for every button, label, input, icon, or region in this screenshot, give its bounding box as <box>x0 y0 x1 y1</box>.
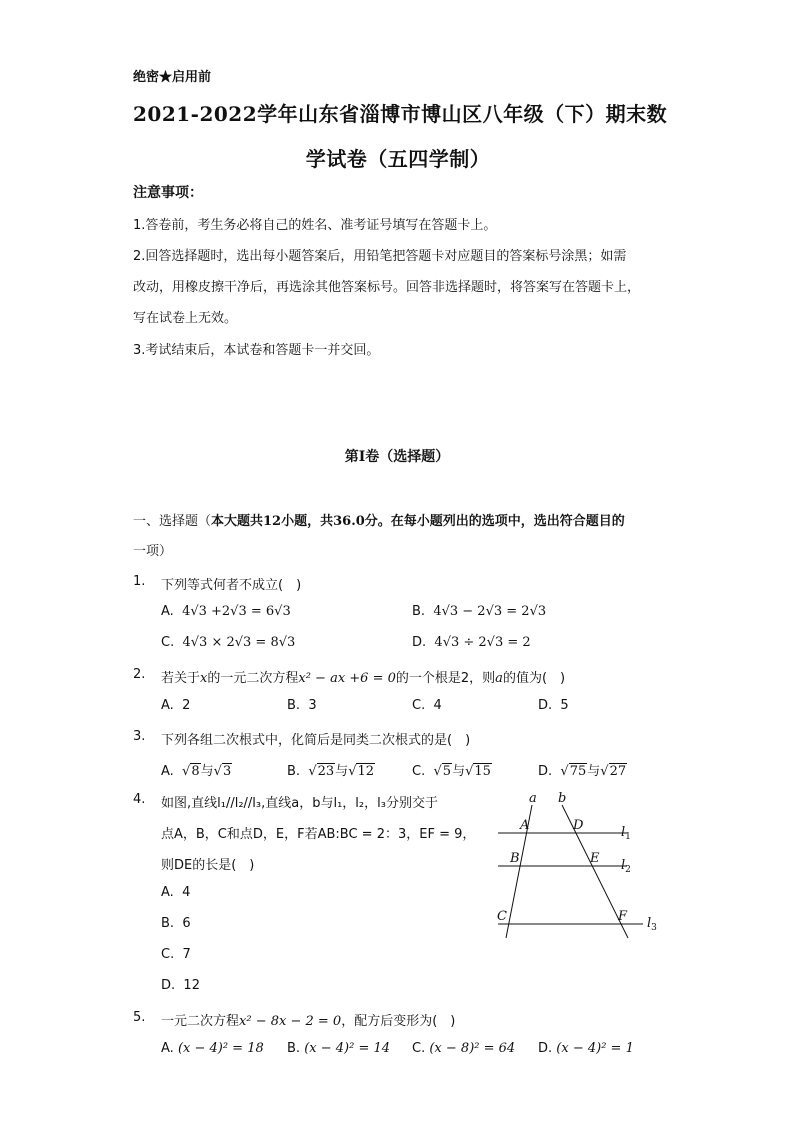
notice-line: 2.回答选择题时，选出每小题答案后，用铅笔把答题卡对应题目的答案标号涂黑；如需 <box>133 249 627 264</box>
option-2d: D. 5 <box>538 698 569 713</box>
notice-line: 写在试卷上无效。 <box>133 311 238 326</box>
option-5c: C. (x − 8)² = 64 <box>412 1041 516 1056</box>
question-number: 4. <box>133 792 146 807</box>
question-text: 则DE的长是( ) <box>161 858 255 873</box>
option-1d: D. 4√3 ÷ 2√3 = 2 <box>412 635 531 650</box>
option-4d: D. 12 <box>161 978 200 993</box>
option-2b: B. 3 <box>287 698 317 713</box>
part-heading-bold: 本大题共12小题，共36.0分。在每小题列出的选项中，选出符合题目的 <box>211 514 625 529</box>
label-l3: $l_3$ <box>647 916 657 933</box>
label-l2: $l_2$ <box>621 858 631 875</box>
question-number: 3. <box>133 729 146 744</box>
notice-heading: 注意事项： <box>133 185 203 201</box>
question-text: 下列等式何者不成立( ) <box>161 578 302 593</box>
label-C: C <box>497 909 507 924</box>
label-E: E <box>590 851 600 866</box>
option-4c: C. 7 <box>161 947 191 962</box>
question-text: 下列各组二次根式中，化简后是同类二次根式的是( ) <box>161 733 471 748</box>
label-A: A <box>520 818 530 833</box>
option-2a: A. 2 <box>161 698 191 713</box>
option-3b: B. √23与√12 <box>287 764 375 779</box>
label-D: D <box>573 818 584 833</box>
label-l1: $l_1$ <box>621 825 631 842</box>
parallel-lines-figure <box>480 790 670 950</box>
question-number: 1. <box>133 574 146 589</box>
option-3c: C. √5与√15 <box>412 764 491 779</box>
question-number: 5. <box>133 1010 146 1025</box>
notice-line: 1.答卷前，考生务必将自己的姓名、准考证号填写在答题卡上。 <box>133 218 497 233</box>
option-1a: A. 4√3 +2√3 = 6√3 <box>161 604 291 619</box>
option-1c: C. 4√3 × 2√3 = 8√3 <box>161 635 296 650</box>
question-text: 一元二次方程x² − 8x − 2 = 0，配方后变形为( ) <box>161 1014 456 1029</box>
option-5b: B. (x − 4)² = 14 <box>287 1041 391 1056</box>
question-number: 2. <box>133 667 146 682</box>
option-2c: C. 4 <box>412 698 442 713</box>
option-3d: D. √75与√27 <box>538 764 627 779</box>
secret-label: 绝密★启用前 <box>133 70 212 85</box>
notice-line: 3.考试结束后，本试卷和答题卡一并交回。 <box>133 343 380 358</box>
option-1b: B. 4√3 − 2√3 = 2√3 <box>412 604 547 619</box>
label-F: F <box>618 909 628 924</box>
option-5d: D. (x − 4)² = 1 <box>538 1041 634 1056</box>
option-5a: A. (x − 4)² = 18 <box>161 1041 264 1056</box>
option-4b: B. 6 <box>161 916 191 931</box>
option-3a: A. √8与√3 <box>161 764 232 779</box>
option-4a: A. 4 <box>161 885 191 900</box>
exam-title-line2: 学试卷（五四学制） <box>305 147 491 171</box>
exam-title-line1: 2021-2022学年山东省淄博市博山区八年级（下）期末数 <box>133 102 668 126</box>
section-title: 第Ⅰ卷（选择题） <box>344 449 450 465</box>
question-text: 点A，B，C和点D，E，F若AB:BC = 2：3，EF = 9， <box>161 827 476 842</box>
label-B: B <box>510 851 520 866</box>
part-heading-cont: 一项） <box>133 544 173 559</box>
question-text: 若关于x的一元二次方程x² − ax +6 = 0的一个根是2，则a的值为( ) <box>161 671 566 686</box>
question-text: 如图,直线l₁//l₂//l₃,直线a，b与l₁，l₂，l₃分别交于 <box>161 796 438 811</box>
notice-line: 改动，用橡皮擦干净后，再选涂其他答案标号。回答非选择题时，将答案写在答题卡上， <box>133 280 641 295</box>
part-heading: 一、选择题（本大题共12小题，共36.0分。在每小题列出的选项中，选出符合题目的 <box>133 514 625 529</box>
label-b: b <box>558 791 567 806</box>
label-a: a <box>529 791 537 806</box>
